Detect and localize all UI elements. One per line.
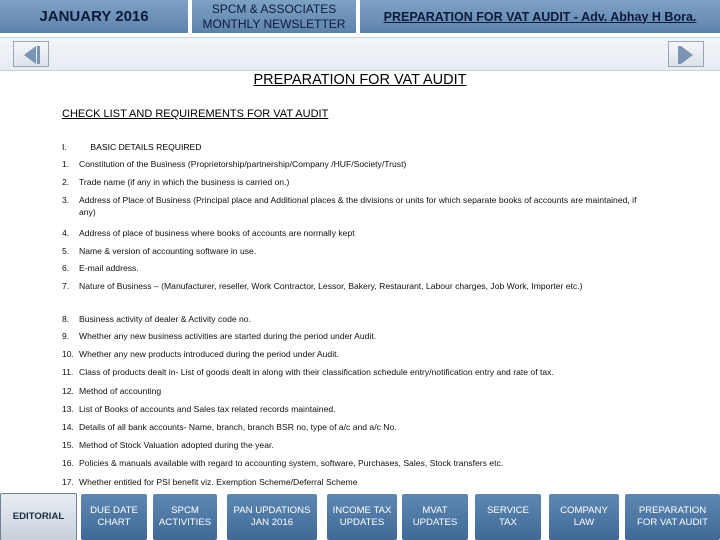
footer-button-label-line2: FOR VAT AUDIT (637, 517, 708, 528)
list-item-text: E-mail address. (79, 263, 139, 273)
list-item-text: Constitution of the Business (Proprietorship/partnership/Company /HUF/Society/Trust) (79, 159, 407, 169)
footer-button-label-line1: MVAT (422, 505, 448, 516)
footer-button-due-date-chart[interactable] (81, 494, 147, 540)
list-item-text: List of Books of accounts and Sales tax related records maintained. (79, 404, 336, 414)
previous-page-button[interactable] (13, 41, 49, 67)
list-item-text: Address of place of business where books of accounts are normally kept (79, 228, 355, 238)
footer-button-editorial[interactable] (0, 493, 77, 540)
section-title: BASIC DETAILS REQUIRED (90, 142, 202, 152)
list-item (62, 176, 652, 188)
list-item-number: 13. (62, 404, 74, 414)
footer-button-label-line1: EDITORIAL (12, 511, 65, 522)
list-item (62, 330, 652, 342)
footer-button-label-line2: UPDATES (339, 517, 385, 528)
arrow-right-icon (681, 46, 693, 64)
list-item-text: Method of accounting (79, 386, 162, 396)
footer-button-label-line1: PAN UPDATIONS (233, 505, 311, 516)
newsletter-title (192, 0, 356, 33)
list-item-number: 4. (62, 228, 70, 238)
footer-button-pan-updations[interactable] (227, 494, 317, 540)
footer-button-label-line2: TAX (499, 517, 517, 528)
footer-button-label-line1: SPCM (171, 505, 199, 516)
issue-date-label: JANUARY 2016 (39, 8, 149, 25)
list-item-number: 12. (62, 386, 74, 396)
list-item-text: Details of all bank accounts- Name, branch, branch BSR no, type of a/c and a/c No. (79, 422, 397, 432)
list-item-text: Whether any new products introduced during the period under Audit. (79, 349, 339, 359)
list-item-text: Whether entitled for PSI benefit viz. Exemption Scheme/Deferral Scheme (79, 477, 358, 487)
newsletter-title-line2: MONTHLY NEWSLETTER (202, 16, 346, 31)
section-heading (62, 142, 202, 152)
list-item-text: Trade name (if any in which the business is carried on.) (79, 177, 290, 187)
newsletter-title-line1: SPCM & ASSOCIATES (211, 1, 337, 16)
list-item (62, 385, 652, 397)
list-item (62, 366, 652, 378)
navigation-strip (0, 37, 720, 71)
topic-header-label: PREPARATION FOR VAT AUDIT - Adv. Abhay H Bora. (383, 9, 697, 24)
list-item-text: Business activity of dealer & Activity code no. (79, 314, 251, 324)
list-item (62, 227, 652, 239)
list-item (62, 403, 652, 415)
footer-button-label-line1: DUE DATE (90, 505, 138, 516)
arrow-left-bar (37, 46, 40, 64)
list-item-number: 2. (62, 177, 70, 187)
page-title: PREPARATION FOR VAT AUDIT (253, 72, 467, 88)
list-item-number: 5. (62, 246, 70, 256)
footer-button-spcm-activities[interactable] (153, 494, 217, 540)
list-item-number: 11. (62, 367, 74, 377)
list-item-number: 14. (62, 422, 74, 432)
list-item (62, 194, 652, 218)
footer-button-company-law[interactable] (549, 494, 619, 540)
list-item (62, 262, 652, 274)
footer-button-label-line1: COMPANY (560, 505, 608, 516)
footer-button-label-line2: LAW (573, 517, 595, 528)
list-item-number: 7. (62, 281, 70, 291)
list-item (62, 476, 652, 488)
list-item-text: Method of Stock Valuation adopted during the year. (79, 440, 274, 450)
footer-button-label-line2: UPDATES (412, 517, 458, 528)
list-item-number: 1. (62, 159, 70, 169)
list-item-number: 10. (62, 349, 74, 359)
footer-button-income-tax-updates[interactable] (327, 494, 397, 540)
list-item-number: 3. (62, 195, 70, 205)
list-item-number: 17. (62, 477, 74, 487)
list-item (62, 457, 652, 469)
footer-button-preparation-for-vat-audit[interactable] (625, 494, 720, 540)
next-page-button[interactable] (668, 41, 704, 67)
footer-button-label-line2: ACTIVITIES (158, 517, 212, 528)
header-bar (0, 0, 720, 33)
list-item-text: Policies & manuals available with regard to accounting system, software, Purchases, Sales, Stock transfers etc. (79, 458, 504, 468)
footer-button-label-line2: JAN 2016 (250, 517, 294, 528)
list-item-number: 15. (62, 440, 74, 450)
list-item-text: Class of products dealt in- List of goods dealt in along with their classification schedule entry/notification entry and rate of tax. (79, 367, 554, 377)
list-item (62, 280, 652, 292)
list-item-text: Name & version of accounting software in use. (79, 246, 257, 256)
list-item-text: Nature of Business – (Manufacturer, reseller, Work Contractor, Lessor, Bakery, Restaurant, Labour charges, Job Work, Importer etc.) (79, 281, 583, 291)
topic-header-link[interactable] (360, 0, 720, 33)
checklist-subtitle: CHECK LIST AND REQUIREMENTS FOR VAT AUDIT (62, 108, 329, 120)
arrow-left-icon (24, 46, 36, 64)
list-item (62, 348, 652, 360)
list-item-text: Whether any new business activities are started during the period under Audit. (79, 331, 377, 341)
footer-button-label-line1: SERVICE (487, 505, 529, 516)
section-number: I. (62, 142, 67, 152)
list-item (62, 421, 652, 433)
footer-button-mvat-updates[interactable] (402, 494, 468, 540)
list-item-number: 9. (62, 331, 70, 341)
list-item (62, 245, 652, 257)
footer-nav (0, 494, 720, 540)
footer-button-label-line1: INCOME TAX (332, 505, 392, 516)
footer-button-service-tax[interactable] (475, 494, 541, 540)
footer-button-label-line1: PREPARATION (638, 505, 707, 516)
list-item (62, 439, 652, 451)
list-item (62, 313, 652, 325)
list-item-number: 16. (62, 458, 74, 468)
list-item-number: 8. (62, 314, 70, 324)
list-item-text: Address of Place of Business (Principal place and Additional places & the divisions or units for which separate books of accounts are maintained, if any) (79, 195, 637, 217)
list-item-number: 6. (62, 263, 70, 273)
issue-date (0, 0, 188, 33)
footer-button-label-line2: CHART (97, 517, 131, 528)
list-item (62, 158, 652, 170)
main-content (0, 71, 720, 494)
